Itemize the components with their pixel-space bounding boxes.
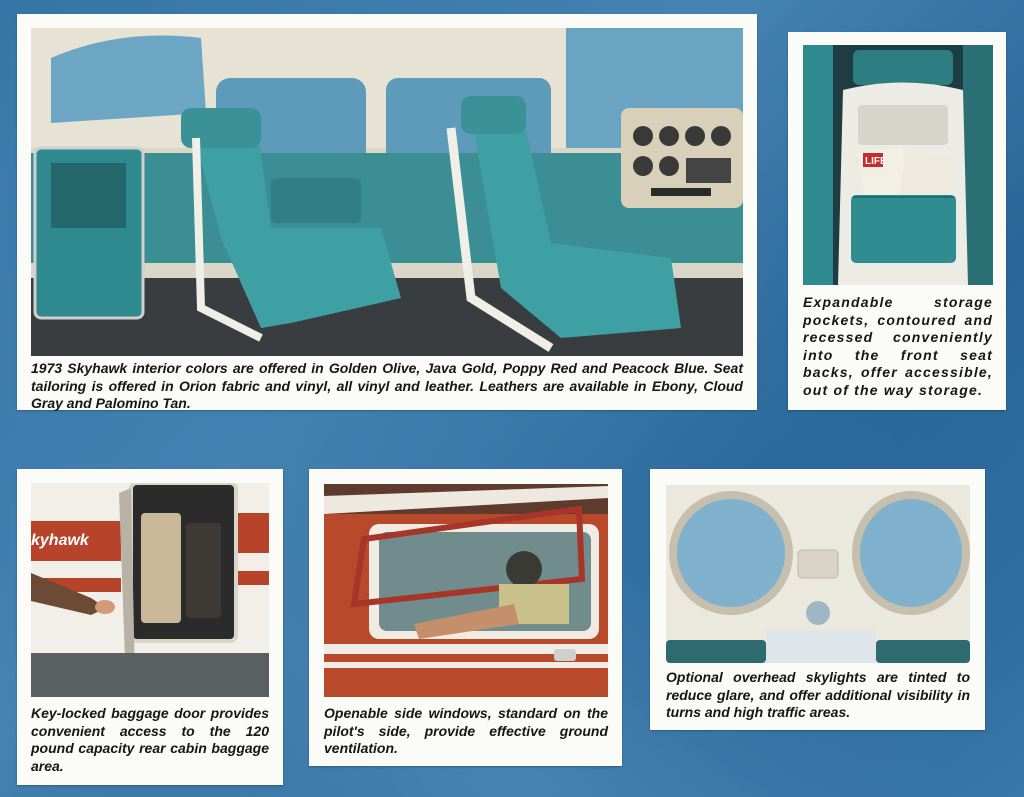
skylights-card [650, 469, 985, 730]
storage-card [788, 32, 1006, 410]
windows-illustration [324, 484, 608, 697]
storage-illustration [803, 45, 993, 285]
baggage-caption: Key-locked baggage door provides convenient access to the 120 pound capacity rear cabin baggage area. [31, 705, 269, 774]
interior-card [17, 14, 757, 410]
baggage-photo [31, 483, 269, 697]
fuselage-lettering: kyhawk [31, 532, 89, 549]
magazine-logo: LIFE [865, 156, 887, 167]
storage-photo [803, 45, 993, 285]
windows-caption: Openable side windows, standard on the pilot's side, provide effective ground ventilation. [324, 705, 608, 756]
interior-caption: 1973 Skyhawk interior colors are offered in Golden Olive, Java Gold, Poppy Red and Peacock Blue. Seat tailoring is offered in Orion fabric and vinyl, all vinyl and leather. Leathers are available in Ebony, Cloud Gray and Palomino Tan. [31, 360, 743, 411]
baggage-card [17, 469, 283, 785]
interior-photo [31, 28, 743, 356]
storage-caption: Expandable storage pockets, contoured and recessed conveniently into the front seat backs, offer accessible, out of the way storage. [803, 294, 993, 398]
baggage-illustration [31, 483, 269, 697]
skylights-photo [666, 485, 970, 663]
windows-photo [324, 484, 608, 697]
skylights-caption: Optional overhead skylights are tinted to reduce glare, and offer additional visibility in turns and high traffic areas. [666, 669, 970, 720]
interior-illustration [31, 28, 743, 356]
skylights-illustration [666, 485, 970, 663]
windows-card [309, 469, 622, 766]
